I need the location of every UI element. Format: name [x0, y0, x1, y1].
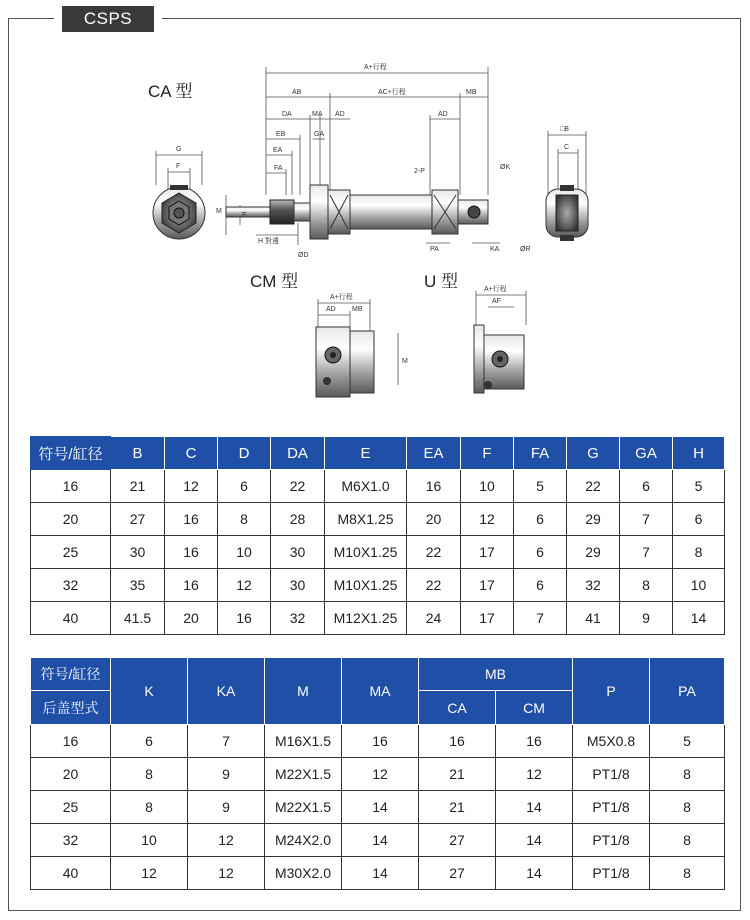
dim-e: E [242, 212, 247, 219]
table-cell: 20 [31, 758, 111, 791]
table-cell: 17 [461, 536, 514, 569]
dim-u-af: AF [492, 298, 501, 305]
dim-cm-a-stroke: A+行程 [330, 294, 353, 301]
dim-ga: GA [314, 131, 325, 138]
table-cell: 14 [342, 791, 419, 824]
dim-pa: PA [430, 246, 439, 253]
table-cell: M6X1.0 [325, 470, 407, 503]
table-cell: 9 [188, 791, 265, 824]
table-row [31, 602, 725, 635]
header-cell: KA [188, 658, 265, 725]
table-cell: 6 [218, 470, 271, 503]
dim-ka: KA [490, 246, 500, 253]
table-cell: 16 [165, 536, 218, 569]
table-cell: 5 [650, 725, 725, 758]
table-cell: 14 [496, 857, 573, 890]
table-row [31, 791, 725, 824]
header-cell: FA [514, 437, 567, 470]
table-cell: 16 [165, 503, 218, 536]
header-cell: H [673, 437, 725, 470]
table-cell: 16 [218, 602, 271, 635]
dim-cm-ad: AD [326, 306, 336, 313]
dim-eb: EB [276, 131, 286, 138]
table-cell: M12X1.25 [325, 602, 407, 635]
table-cell: 30 [271, 569, 325, 602]
table-cell: 41 [567, 602, 620, 635]
table-row [31, 824, 725, 857]
dim-m: M [216, 208, 222, 215]
table-cell: 12 [111, 857, 188, 890]
header-cell: D [218, 437, 271, 470]
table-cell: 5 [673, 470, 725, 503]
table-cell: 16 [342, 725, 419, 758]
table-cell: M30X2.0 [265, 857, 342, 890]
header-cell: MB [419, 658, 573, 691]
table-cell: 40 [31, 857, 111, 890]
dim-mb: MB [466, 89, 477, 96]
table-cell: 21 [419, 758, 496, 791]
table-cell: 16 [165, 569, 218, 602]
dim-2p: 2-P [414, 168, 425, 175]
dim-sq-b: □B [560, 126, 569, 133]
table-cell: 7 [620, 536, 673, 569]
type-label-u: U 型 [424, 272, 458, 291]
table-cell: M8X1.25 [325, 503, 407, 536]
table-cell: 10 [111, 824, 188, 857]
header-cell: G [567, 437, 620, 470]
table-cell: 12 [188, 857, 265, 890]
table-cell: 14 [342, 824, 419, 857]
table-row [31, 857, 725, 890]
header-cell: 符号/缸径 [31, 437, 111, 470]
header-cell: B [111, 437, 165, 470]
header-cell: PA [650, 658, 725, 725]
table-cell: 9 [188, 758, 265, 791]
table-cell: 10 [673, 569, 725, 602]
table-row [31, 758, 725, 791]
table-cell: 22 [407, 569, 461, 602]
table-cell: 27 [419, 824, 496, 857]
table-cell: 16 [419, 725, 496, 758]
table-cell: 12 [342, 758, 419, 791]
table-row [31, 569, 725, 602]
table-cell: 8 [218, 503, 271, 536]
dim-cm-mb: MB [352, 306, 363, 313]
table-cell: 14 [496, 824, 573, 857]
table-cell: 24 [407, 602, 461, 635]
table-cell: 32 [31, 824, 111, 857]
table-cell: PT1/8 [573, 758, 650, 791]
table-cell: 12 [165, 470, 218, 503]
dim-ab: AB [292, 89, 302, 96]
table-header-row [31, 437, 725, 470]
rear-view [546, 185, 588, 241]
table-cell: M22X1.5 [265, 758, 342, 791]
header-cell: P [573, 658, 650, 725]
table-cell: 17 [461, 569, 514, 602]
front-view-hex [153, 185, 205, 239]
series-tag: CSPS [62, 6, 154, 32]
cylinder-body [226, 185, 488, 239]
table-cell: 41.5 [111, 602, 165, 635]
table-cell: 20 [165, 602, 218, 635]
type-label-ca: CA 型 [148, 82, 193, 101]
table-cell: 22 [271, 470, 325, 503]
table-cell: 7 [188, 725, 265, 758]
header-cell: F [461, 437, 514, 470]
table-cell: 16 [496, 725, 573, 758]
dim-ok: ØK [500, 164, 511, 171]
table-cell: 6 [673, 503, 725, 536]
header-cell: CA [419, 691, 496, 725]
table-cell: M10X1.25 [325, 569, 407, 602]
dim-od: ØD [298, 252, 309, 259]
table-cell: 30 [271, 536, 325, 569]
table-row [31, 725, 725, 758]
table-cell: PT1/8 [573, 791, 650, 824]
dim-ac-stroke: AC+行程 [378, 89, 406, 96]
dimension-table-2 [30, 657, 725, 890]
table-cell: 29 [567, 536, 620, 569]
table-cell: 8 [673, 536, 725, 569]
table-cell: 22 [407, 536, 461, 569]
table-cell: M24X2.0 [265, 824, 342, 857]
table-cell: 6 [620, 470, 673, 503]
table-cell: 22 [567, 470, 620, 503]
table-cell: 7 [514, 602, 567, 635]
dim-ea: EA [273, 147, 283, 154]
table-cell: 16 [31, 470, 111, 503]
table-cell: 12 [218, 569, 271, 602]
header-cell: K [111, 658, 188, 725]
dim-f: F [176, 163, 181, 170]
table-cell: 6 [111, 725, 188, 758]
table-cell: 6 [514, 569, 567, 602]
dim-h-flats: H 對邊 [258, 238, 279, 245]
cm-view [316, 327, 374, 397]
table-cell: M22X1.5 [265, 791, 342, 824]
table-cell: 12 [496, 758, 573, 791]
table-cell: 14 [342, 857, 419, 890]
table-cell: 12 [188, 824, 265, 857]
dimension-table-1 [30, 436, 725, 635]
table-cell: 7 [620, 503, 673, 536]
table-cell: 25 [31, 536, 111, 569]
header-cell: CM [496, 691, 573, 725]
table-cell: 12 [461, 503, 514, 536]
table-cell: PT1/8 [573, 857, 650, 890]
header-cell: DA [271, 437, 325, 470]
table-cell: 10 [218, 536, 271, 569]
table-row [31, 503, 725, 536]
table-row [31, 536, 725, 569]
header-cell: EA [407, 437, 461, 470]
dim-ad: AD [335, 111, 345, 118]
table-cell: 20 [31, 503, 111, 536]
table-cell: 8 [650, 824, 725, 857]
table-cell: 27 [111, 503, 165, 536]
header-cell: MA [342, 658, 419, 725]
table-cell: 40 [31, 602, 111, 635]
table-cell: 8 [650, 791, 725, 824]
header-cell: E [325, 437, 407, 470]
table-cell: M10X1.25 [325, 536, 407, 569]
cylinder-drawing [30, 45, 720, 425]
table-cell: 9 [620, 602, 673, 635]
dim-ad-2: AD [438, 111, 448, 118]
table-cell: 8 [650, 857, 725, 890]
table-cell: 14 [673, 602, 725, 635]
table-cell: 16 [31, 725, 111, 758]
dim-g: G [176, 146, 182, 153]
table-row [31, 470, 725, 503]
header-cell: M [265, 658, 342, 725]
table-cell: 10 [461, 470, 514, 503]
header-cell: 后盖型式 [31, 691, 111, 725]
table-cell: 17 [461, 602, 514, 635]
table-cell: 6 [514, 503, 567, 536]
table-cell: 21 [111, 470, 165, 503]
table-cell: 8 [111, 791, 188, 824]
dim-ma: MA [312, 111, 323, 118]
table-cell: 32 [271, 602, 325, 635]
table-cell: 27 [419, 857, 496, 890]
table-cell: 20 [407, 503, 461, 536]
table-cell: M5X0.8 [573, 725, 650, 758]
table-cell: 32 [567, 569, 620, 602]
table-cell: 8 [620, 569, 673, 602]
dim-cm-m: M [402, 358, 408, 365]
u-view [474, 325, 524, 393]
table-cell: 29 [567, 503, 620, 536]
table-cell: 28 [271, 503, 325, 536]
table-cell: 30 [111, 536, 165, 569]
table-cell: PT1/8 [573, 824, 650, 857]
dim-or: ØR [520, 246, 531, 253]
dim-a-stroke: A+行程 [364, 64, 387, 71]
header-cell: C [165, 437, 218, 470]
header-cell: 符号/缸径 [31, 658, 111, 691]
table-cell: 8 [111, 758, 188, 791]
table-cell: M16X1.5 [265, 725, 342, 758]
table-cell: 8 [650, 758, 725, 791]
table-cell: 21 [419, 791, 496, 824]
header-cell: GA [620, 437, 673, 470]
table-cell: 5 [514, 470, 567, 503]
table-cell: 6 [514, 536, 567, 569]
dim-da: DA [282, 111, 292, 118]
dim-c: C [564, 144, 570, 151]
table-header-row [31, 658, 725, 691]
table-cell: 14 [496, 791, 573, 824]
dim-u-a-stroke: A+行程 [484, 286, 507, 293]
table-cell: 32 [31, 569, 111, 602]
table-cell: 25 [31, 791, 111, 824]
type-label-cm: CM 型 [250, 272, 299, 291]
dim-fa: FA [274, 165, 283, 172]
table-cell: 35 [111, 569, 165, 602]
table-cell: 16 [407, 470, 461, 503]
